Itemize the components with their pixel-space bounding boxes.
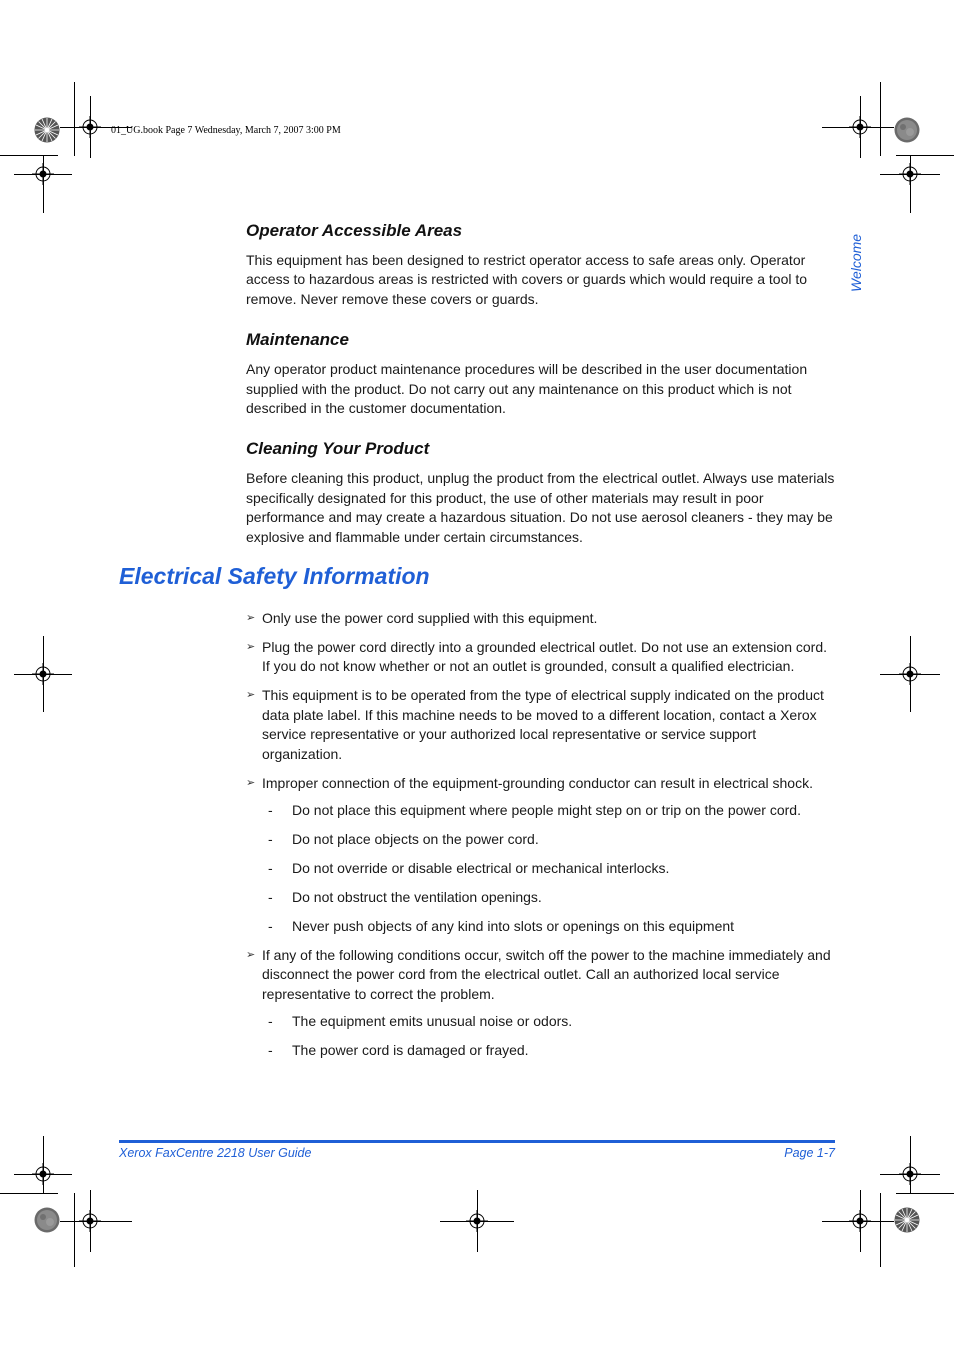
- sub-list-item-text: The power cord is damaged or frayed.: [292, 1042, 529, 1059]
- sub-list-item: [246, 859, 836, 878]
- section-operator-accessible-areas: [246, 220, 836, 309]
- list-item: [246, 609, 836, 628]
- section-maintenance: [246, 329, 836, 418]
- registration-mark-icon: [32, 1163, 54, 1185]
- list-item-text: Only use the power cord supplied with this equipment.: [262, 610, 598, 626]
- dash-marker: -: [268, 860, 273, 877]
- list-item-text: If any of the following conditions occur, switch off the power to the machine immediately and disconnect the power cord from the electrical outlet. Call an authorized local service representative to correct the problem.: [262, 947, 831, 1002]
- dash-marker: -: [268, 918, 273, 935]
- registration-mark-icon: [79, 116, 101, 138]
- sub-list-item-text: Do not place this equipment where people might step on or trip on the power cord.: [292, 802, 801, 819]
- sub-list-item: [246, 888, 836, 907]
- registration-mark-icon: [32, 163, 54, 185]
- color-mark-icon: [894, 117, 920, 143]
- sub-list-item: [246, 917, 836, 936]
- footer-page-number: Page 1-7: [784, 1146, 835, 1160]
- registration-mark-icon: [899, 163, 921, 185]
- page-title: Electrical Safety Information: [119, 563, 430, 589]
- dash-marker: -: [268, 1013, 273, 1030]
- electrical-safety-list: [246, 609, 836, 1070]
- sub-list-item-text: Do not place objects on the power cord.: [292, 831, 539, 848]
- registration-mark-icon: [849, 1210, 871, 1232]
- list-item-text: Plug the power cord directly into a grounded electrical outlet. Do not use an extension cord. If you do not know whether or not an outlet is grounded, consult a qualified electrician.: [262, 639, 827, 675]
- registration-mark-icon: [899, 1163, 921, 1185]
- dash-marker: -: [268, 802, 273, 819]
- arrow-bullet-icon: ➢: [246, 776, 256, 789]
- list-item-text: This equipment is to be operated from the type of electrical supply indicated on the product data plate label. If this machine needs to be moved to a different location, contact a Xerox service representative or your authorized local representative or service support organization.: [262, 687, 824, 762]
- sub-list-item: [246, 830, 836, 849]
- dash-marker: -: [268, 889, 273, 906]
- footer-guide-title: Xerox FaxCentre 2218 User Guide: [119, 1146, 312, 1160]
- list-item: [246, 946, 836, 1004]
- section-text: Any operator product maintenance procedures will be described in the user documentation supplied with the product. Do not carry out any maintenance on this product which is not described in the customer documentation.: [246, 361, 808, 417]
- dash-marker: -: [268, 1042, 273, 1059]
- list-item: [246, 774, 836, 793]
- sub-list-item-text: Do not obstruct the ventilation openings.: [292, 889, 542, 906]
- arrow-bullet-icon: ➢: [246, 612, 256, 624]
- section-heading: Maintenance: [246, 330, 349, 350]
- sub-list-item: [246, 1012, 836, 1031]
- sub-list-item: [246, 1041, 836, 1060]
- section-cleaning-your-product: [246, 438, 836, 547]
- registration-mark-icon: [32, 663, 54, 685]
- sub-list-item-text: The equipment emits unusual noise or odors.: [292, 1013, 573, 1030]
- section-text: Before cleaning this product, unplug the product from the electrical outlet. Always use materials specifically designated for this product, the use of other materials may result in poor performance and may create a hazardous situation. Do not use aerosol cleaners - they may be explosive and flammable under certain circumstances.: [246, 470, 835, 545]
- sub-list-item: [246, 801, 836, 820]
- registration-mark-icon: [899, 663, 921, 685]
- list-item: [246, 686, 836, 764]
- color-mark-icon: [34, 1207, 60, 1233]
- starburst-mark-icon: [34, 117, 60, 143]
- registration-mark-icon: [466, 1210, 488, 1232]
- sub-list-item-text: Never push objects of any kind into slots or openings on this equipment: [292, 918, 735, 935]
- section-heading: Cleaning Your Product: [246, 439, 430, 459]
- section-heading: Operator Accessible Areas: [246, 221, 463, 240]
- footer-rule: [119, 1140, 835, 1143]
- arrow-bullet-icon: ➢: [246, 949, 256, 962]
- chapter-side-tab: Welcome: [848, 233, 864, 292]
- print-info-line: 01_UG.book Page 7 Wednesday, March 7, 2007 3:00 PM: [111, 125, 341, 136]
- starburst-mark-icon: [894, 1207, 920, 1233]
- arrow-bullet-icon: ➢: [246, 641, 256, 653]
- dash-marker: -: [268, 831, 273, 848]
- arrow-bullet-icon: ➢: [246, 689, 256, 702]
- registration-mark-icon: [79, 1210, 101, 1232]
- list-item-text: Improper connection of the equipment-grounding conductor can result in electrical shock.: [262, 774, 813, 791]
- list-item: [246, 638, 836, 677]
- registration-mark-icon: [849, 116, 871, 138]
- safety-subsections: [246, 220, 836, 567]
- sub-list-item-text: Do not override or disable electrical or mechanical interlocks.: [292, 860, 670, 877]
- section-text: This equipment has been designed to restrict operator access to safe areas only. Operator access to hazardous areas is restricted with covers or guards which would require a tool to remove. Never remove these covers or guards.: [246, 252, 808, 307]
